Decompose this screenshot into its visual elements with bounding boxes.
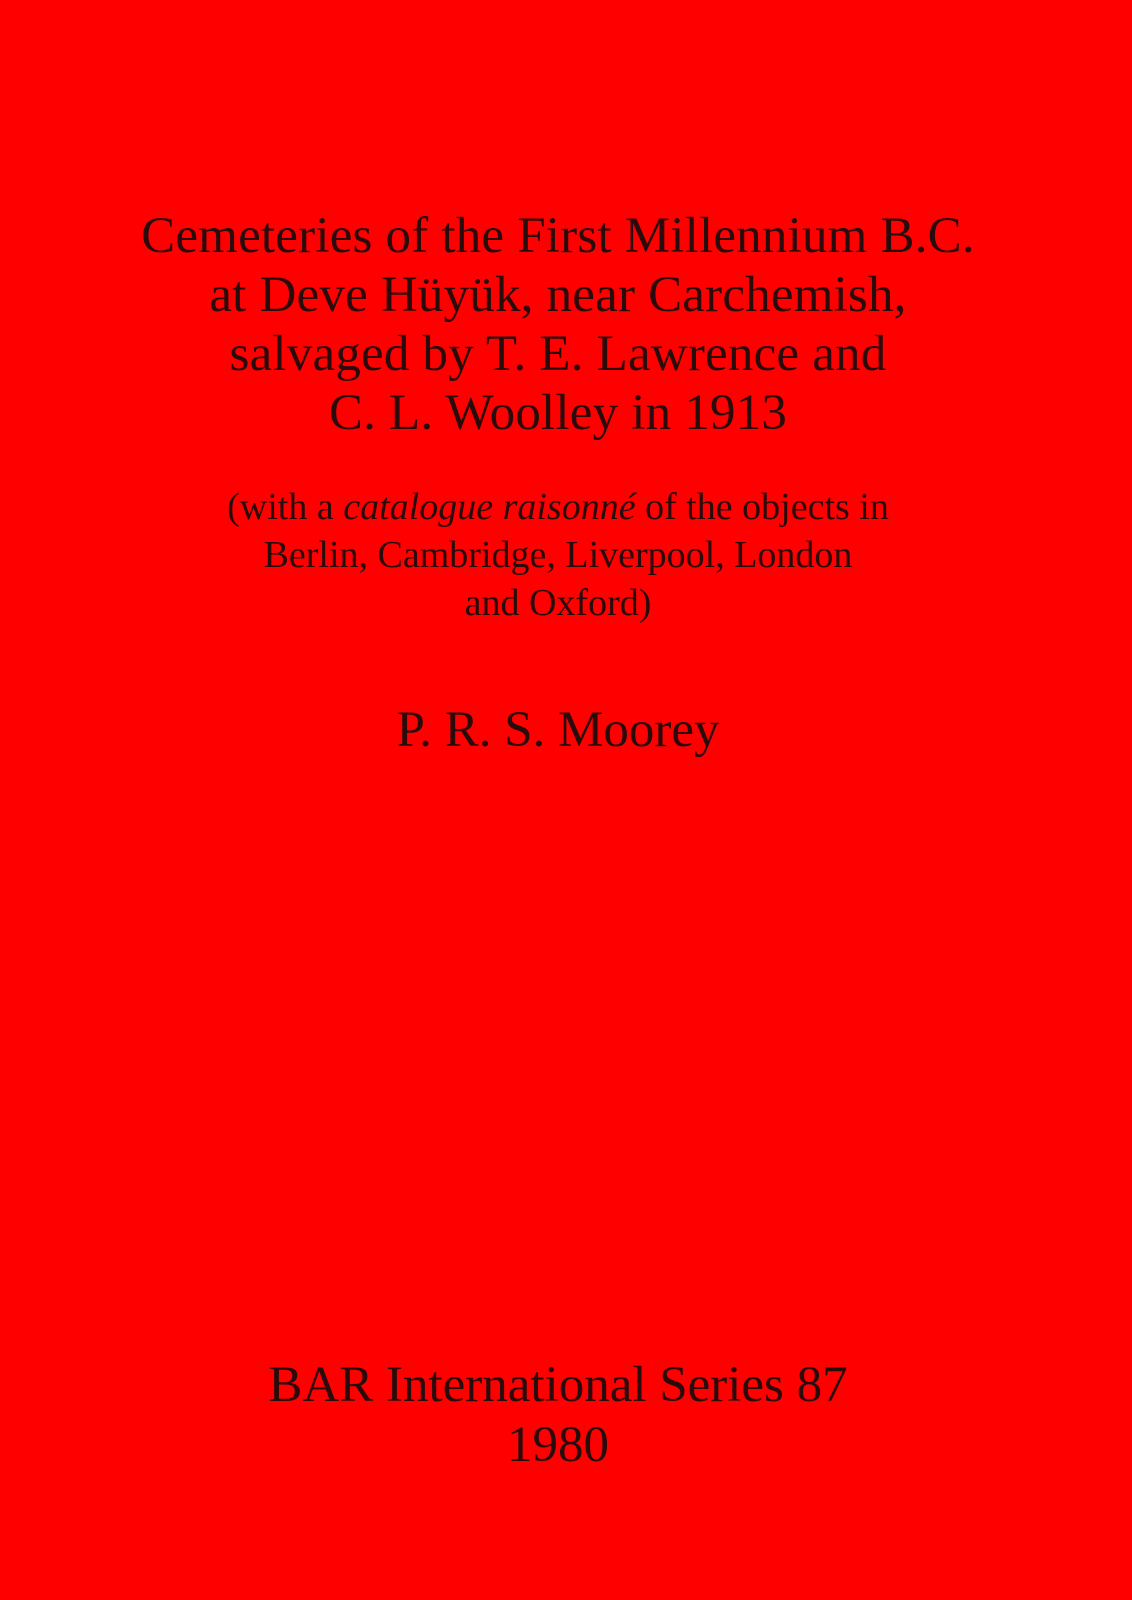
author-name: P. R. S. Moorey (396, 702, 720, 758)
subtitle-text: of the objects in (635, 486, 889, 528)
book-title (0, 207, 1116, 443)
subtitle-text: (with a (227, 486, 344, 528)
subtitle-italic-text: catalogue raisonné (343, 486, 636, 528)
series-block (0, 1355, 1116, 1475)
title-line: at Deve Hüyük, near Carchemish, (209, 267, 907, 323)
subtitle-line: Berlin, Cambridge, Liverpool, London (263, 534, 853, 576)
title-line: salvaged by T. E. Lawrence and (229, 326, 887, 382)
title-line: C. L. Woolley in 1913 (328, 385, 788, 441)
series-name: BAR International Series 87 (268, 1357, 848, 1413)
book-subtitle (0, 483, 1116, 627)
publication-year: 1980 (507, 1417, 609, 1473)
subtitle-line (0, 483, 1116, 531)
title-line: Cemeteries of the First Millennium B.C. (141, 208, 975, 264)
subtitle-line: and Oxford) (464, 582, 652, 624)
